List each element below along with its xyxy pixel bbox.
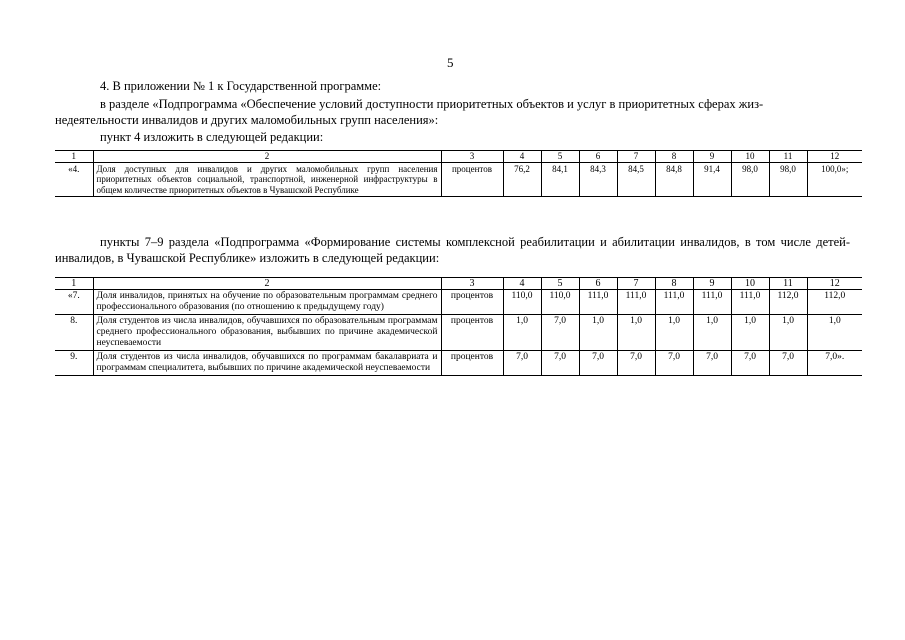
table-row (55, 315, 862, 351)
row-number: 9. (55, 351, 93, 376)
row-number: «7. (55, 290, 93, 315)
indicator-description: Доля инвалидов, принятых на обучение по образовательным программам среднего профессионального образования (по отношению к предыдущему году) (93, 290, 441, 315)
column-header: 1 (55, 151, 93, 163)
unit-of-measure: процентов (441, 290, 503, 315)
indicator-description: Доля доступных для инвалидов и других маломобильных групп населения приоритетных объектов социальной, транспортной, инженерной инфраструктуры в общем количестве приоритетных объектов в Чувашской Республике (93, 162, 441, 197)
column-header: 7 (617, 151, 655, 163)
paragraph-items7-9-instruction: пункты 7–9 раздела «Подпрограмма «Формирование системы комплексной реабилитации и абилитации инвалидов, в том числе детей-инвалидов, в Чувашской Республике» изложить в следующей редакции: (55, 235, 850, 265)
unit-of-measure: процентов (441, 315, 503, 351)
row-number: 8. (55, 315, 93, 351)
column-header: 12 (807, 151, 862, 163)
column-header: 9 (693, 151, 731, 163)
indicator-value: 112,0 (769, 290, 807, 315)
paragraph-line: недеятельности инвалидов и других маломобильных групп населения»: (55, 113, 439, 127)
indicator-value: 7,0 (503, 351, 541, 376)
paragraph-line: в разделе «Подпрограмма «Обеспечение условий доступности приоритетных объектов и услуг в приоритетных сферах жиз- (100, 97, 764, 111)
column-header: 6 (579, 151, 617, 163)
paragraph-appendix-intro: 4. В приложении № 1 к Государственной программе: (100, 79, 382, 93)
column-header: 8 (655, 151, 693, 163)
indicator-value: 7,0 (579, 351, 617, 376)
indicator-value: 84,5 (617, 162, 655, 197)
column-header: 2 (93, 151, 441, 163)
column-header: 12 (807, 278, 862, 290)
column-header: 4 (503, 151, 541, 163)
indicator-value: 7,0 (655, 351, 693, 376)
indicator-value: 91,4 (693, 162, 731, 197)
table-row (55, 351, 862, 376)
unit-of-measure: процентов (441, 351, 503, 376)
indicator-value: 100,0»; (807, 162, 862, 197)
indicator-value: 111,0 (655, 290, 693, 315)
indicator-value: 111,0 (579, 290, 617, 315)
indicator-value: 111,0 (617, 290, 655, 315)
indicator-table-2 (55, 277, 862, 376)
indicator-value: 7,0 (617, 351, 655, 376)
indicator-value: 111,0 (693, 290, 731, 315)
indicator-value: 1,0 (807, 315, 862, 351)
indicator-value: 7,0 (693, 351, 731, 376)
unit-of-measure: процентов (441, 162, 503, 197)
indicator-value: 84,8 (655, 162, 693, 197)
indicator-description: Доля студентов из числа инвалидов, обучавшихся по образовательным программам среднего профессионального образования, выбывших по причине академической неуспеваемости (93, 315, 441, 351)
column-header: 11 (769, 151, 807, 163)
paragraph-item4-instruction: пункт 4 изложить в следующей редакции: (100, 130, 324, 144)
indicator-value: 110,0 (541, 290, 579, 315)
indicator-description: Доля студентов из числа инвалидов, обучавшихся по программам бакалавриата и программам специалитета, выбывших по причине академической неуспеваемости (93, 351, 441, 376)
indicator-value: 7,0 (541, 351, 579, 376)
indicator-value: 7,0». (807, 351, 862, 376)
indicator-value: 1,0 (503, 315, 541, 351)
column-header: 10 (731, 278, 769, 290)
column-header: 2 (93, 278, 441, 290)
column-header: 7 (617, 278, 655, 290)
indicator-value: 98,0 (731, 162, 769, 197)
indicator-value: 1,0 (655, 315, 693, 351)
table-header-row (55, 278, 862, 290)
indicator-value: 98,0 (769, 162, 807, 197)
indicator-value: 1,0 (617, 315, 655, 351)
indicator-value: 111,0 (731, 290, 769, 315)
table-row (55, 162, 862, 197)
indicator-value: 84,1 (541, 162, 579, 197)
indicator-value: 1,0 (731, 315, 769, 351)
table-row (55, 290, 862, 315)
indicator-value: 1,0 (579, 315, 617, 351)
row-number: «4. (55, 162, 93, 197)
indicator-value: 7,0 (731, 351, 769, 376)
column-header: 1 (55, 278, 93, 290)
indicator-value: 112,0 (807, 290, 862, 315)
indicator-value: 84,3 (579, 162, 617, 197)
column-header: 6 (579, 278, 617, 290)
indicator-value: 7,0 (541, 315, 579, 351)
column-header: 3 (441, 151, 503, 163)
indicator-value: 76,2 (503, 162, 541, 197)
paragraph-subprogram-accessibility (55, 96, 850, 128)
column-header: 3 (441, 278, 503, 290)
indicator-value: 1,0 (769, 315, 807, 351)
indicator-table-1 (55, 150, 862, 197)
column-header: 5 (541, 151, 579, 163)
indicator-value: 7,0 (769, 351, 807, 376)
column-header: 11 (769, 278, 807, 290)
page-number: 5 (447, 55, 454, 70)
table-header-row (55, 151, 862, 163)
column-header: 5 (541, 278, 579, 290)
column-header: 9 (693, 278, 731, 290)
column-header: 4 (503, 278, 541, 290)
column-header: 10 (731, 151, 769, 163)
indicator-value: 110,0 (503, 290, 541, 315)
indicator-value: 1,0 (693, 315, 731, 351)
column-header: 8 (655, 278, 693, 290)
